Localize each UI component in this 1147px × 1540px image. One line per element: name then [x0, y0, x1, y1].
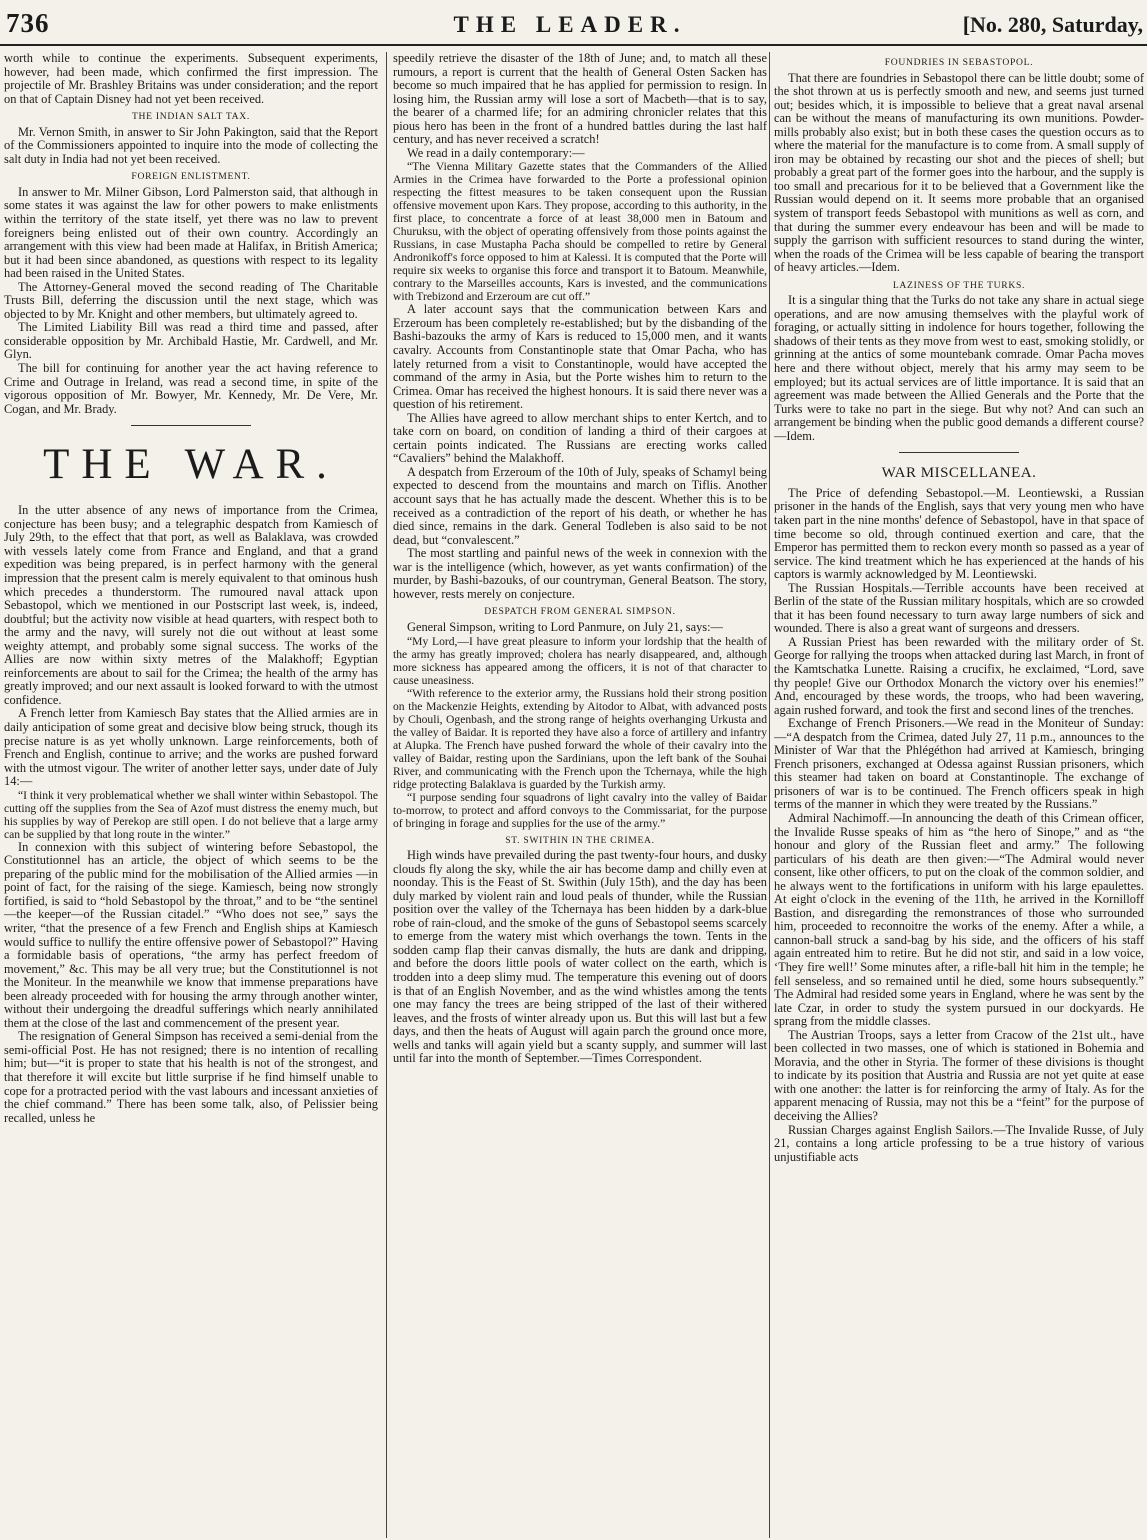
column-2 [393, 52, 767, 1538]
issue-info: [No. 280, Saturday, [962, 12, 1143, 37]
paragraph: Russian Charges against English Sailors.—The Invalide Russe, of July 21, contains a long article professing to be a true history of various unjustifiable acts [774, 1122, 1144, 1164]
paragraph: A Russian Priest has been rewarded with the military order of St. George for rallying the troops when attacked during last March, in front of the Kamtschatka Lunette. Raising a crucifix, he exclaimed, “Lord, save thy people! Give our Orthodox Monarch the victory over his enemies!” And, encouraged by these words, the troops, who had been wavering, again rushed forward, and took the first and second lines of the trenches. [774, 634, 1144, 717]
quote: “My Lord,—I have great pleasure to inform your lordship that the health of the army has greatly improved; cholera has nearly disappeared, and, although more sickness has appeared among the officers, it is not of that character to cause uneasiness. [393, 634, 767, 687]
section-heading-st-swithin: ST. SWITHIN IN THE CRIMEA. [505, 834, 655, 846]
section-heading-foundries: FOUNDRIES IN SEBASTOPOL. [884, 57, 1034, 68]
paragraph: A French letter from Kamiesch Bay states that the Allied armies are in daily anticipation of some great and decisive blow being struck, though its precise nature is as yet wholly unknown. Large reinforcements, both of French and English, continue to arrive; and the works are pushed forward with the utmost vigour. The writer of another letter says, under date of July 14:— [4, 706, 378, 789]
masthead-rule [0, 44, 1147, 46]
paragraph: High winds have prevailed during the past twenty-four hours, and dusky clouds fly along the sky, while the air has become damp and chilly even at noonday. This is the Feast of St. Swithin (July 15th), and the day has been duly marked by violent rain and loud peals of thunder, while the Russian position over the valley of the Tchernaya has been hidden by a dark-blue robe of rain-cloud, and the smoke of the guns of Sebastopol seems scarcely to emerge from the watery mist which overhangs the town. Tents in the sodden camp flap their canvas dismally, the huts are dank and dripping, and before the doors little pools of water collect on the earth, which is trodden into a deep slimy mud. The temperature this evening out of doors is that of an English November, and as the wind whistles among the tents one may fancy the trees are being stripped of the last of their withered leaves, and the frosts of winter already upon us. But this will last but a few days, and then the heats of August will again parch the ground once more, wells and tanks will again yield but a scanty supply, and summer will last until far into the month of September.—Times Correspondent. [393, 848, 767, 1066]
paragraph: A later account says that the communication between Kars and Erzeroum has been completely re-established; but by the disbanding of the Bashi-bazouks the army of Kars is reduced to 15,000 men, and it wants cavalry. Accounts from Constantinople state that Omar Pacha, who has lately returned from a visit to Constantinople, would have accepted the command of the army in Asia, but the Porte wishes him to return to the Crimea. Omar has received the highest honours. It is said there never was a question of his retirement. [393, 302, 767, 412]
paragraph: That there are foundries in Sebastopol there can be little doubt; some of the shot thrown at us is perfectly smooth and new, and seems just turned out; besides which, it is impossible to believe that a great naval arsenal can be without the means of manufacturing its own munitions. Powder-mills probably also exist; but in both these cases the question occurs as to where the material for the manufacture is to come from. A small supply of iron may be obtained by recasting our shot and the pieces of shell; but probably a great part of the former goes into the harbour, and the supply is too small and precarious for it to be believed that a Government like the Russian would depend on it. It seems more probable that an organised system of transport feeds Sebastopol with munitions as well as corn, and that during the summer every endeavour has been and will be made to supply the garrison with sufficient resources to stand during the winter, when the roads of the Crimea will be less capable of bearing the transport of heavy articles.—Idem. [774, 70, 1144, 275]
section-heading-salt-tax: THE INDIAN SALT TAX. [131, 111, 251, 123]
paragraph: In answer to Mr. Milner Gibson, Lord Palmerston said, that although in some states it was against the law for other powers to make enlistments within the territory of the state itself, yet there was no law to prevent foreigners being enlisted out of their own country. Accordingly an arrangement with this view had been made at Halifax, in British America; but it had been since abandoned, as questions with respect to its legality had been raised in the United States. [4, 184, 378, 281]
section-heading-laziness: LAZINESS OF THE TURKS. [892, 279, 1026, 291]
section-title-war-miscellanea: WAR MISCELLANEA. [881, 465, 1037, 482]
paragraph: The most startling and painful news of the week in connexion with the war is the intelligence (which, however, as yet wants confirmation) of the murder, by Bashi-bazouks, of our countryman, General Beatson. The story, however, rests merely on conjecture. [393, 546, 767, 601]
paragraph: Admiral Nachimoff.—In announcing the death of this Crimean officer, the Invalide Russe speaks of him as “the hero of Sinope,” and as “the honour and glory of the Russian fleet and army.” The following particulars of his death are then given:—“The Admiral would never consent, like other officers, to put on the cloak of the common soldier, and he always went to the fortifications in uniform with his large epaulettes. At eight o'clock in the evening of the 11th, he arrived in the Kornilloff Bastion, and disregarding the remonstrances of those who surrounded him, proceeded to reconnoitre the works of the enemy. After a while, a cannon-ball struck a sand-bag by his side, and the officers of his staff again entreated him to retire. But he did not stir, and said in a low voice, ‘They fire well!’ Some minutes after, a rifle-ball hit him in the temple; he fell senseless, and so remained until he died, some hours subsequently.” The Admiral had resided some years in England, where he was sent by the late Czar, in order to study the system pursued in our dockyards. He sprang from the middle classes. [774, 810, 1144, 1029]
column-divider-2 [769, 52, 770, 1538]
newspaper-title: THE LEADER. [453, 12, 687, 37]
page-number: 736 [6, 8, 50, 38]
paragraph: It is a singular thing that the Turks do not take any share in actual siege operations, and are now amusing themselves with the playful work of foraging, or actually sitting in indolence for hours together, following the shadows of their tents as they move from west to east, smoking stolidly, or grinning at the antics of some mountebank comrade. Omar Pacha moves here and there without object, merely that his army may seem to be employed; but its actual services are of little importance. It is said that an agreement was made between the Allied Generals and the Porte that the Turks were to take no part in the siege. But why not? And can such an arrangement be binding when the public good demands a different course?—Idem. [774, 293, 1144, 443]
section-rule [131, 425, 251, 426]
section-rule [899, 452, 1019, 453]
paragraph: The Limited Liability Bill was read a third time and passed, after considerable opposition by Mr. Archibald Hastie, Mr. Cardwell, and Mr. Glyn. [4, 320, 378, 362]
column-3 [774, 52, 1144, 1538]
quote: “I think it very problematical whether we shall winter within Sebastopol. The cutting off the supplies from the Sea of Azof must distress the enemy much, but his supplies by way of Perekop are still open. I do not believe that a large army can be supplied by that long route in the winter.” [4, 788, 378, 841]
masthead [0, 0, 1147, 52]
paragraph: worth while to continue the experiments. Subsequent experiments, however, had been made, which confirmed the first impression. The projectile of Mr. Brashley Britains was under consideration; and the report on that of Captain Disney had not yet been received. [4, 52, 378, 106]
paragraph: We read in a daily contemporary:— [407, 145, 585, 160]
paragraph: The bill for continuing for another year the act having reference to Crime and Outrage in Ireland, was read a second time, in spite of the vigorous opposition of Mr. Bowyer, Mr. Kennedy, Mr. De Vere, Mr. Cogan, and Mr. Brady. [4, 361, 378, 416]
section-heading-despatch: DESPATCH FROM GENERAL SIMPSON. [484, 606, 676, 618]
paragraph: In connexion with this subject of wintering before Sebastopol, the Constitutionnel has an article, the object of which seems to be the preparing of the public mind for the mobilisation of the Allied armies —in point of fact, for the raising of the siege. Kamiesch, being now strongly fortified, is said to “hold Sebastopol by the throat,” and to be “the sentinel—the keeper—of the Russian citadel.” “Who does not see,” says the writer, “that the presence of a few French and English ships at Kamiesch would suffice to nullify the entire offensive power of Sebastopol?” Having a formidable basis of operations, “the army has perfect freedom of movement,” &c. This may be all very true; but the Constitutionnel is not the Moniteur. In the meanwhile we know that immense preparations have been already proceeded with for housing the army through another winter, without their undergoing the dreadful sufferings which nearly annihilated them at the close of the last and commencement of the present year. [4, 839, 378, 1030]
paragraph: General Simpson, writing to Lord Panmure, on July 21, says:— [407, 619, 723, 634]
paragraph: The Allies have agreed to allow merchant ships to enter Kertch, and to take corn on board, on condition of landing a third of their cargoes at certain points indicated. The Russians are erecting works called “Cavaliers” behind the Malakhoff. [393, 410, 767, 466]
paragraph: The Austrian Troops, says a letter from Cracow of the 21st ult., have been collected in two masses, one of which is stationed in Bohemia and Moravia, and the other in Styria. The former of these divisions is thought to indicate by its position that Austria and Russia are not yet quite at ease with one another: the latter is for reinforcing the army of Italy. As for the apparent menacing of Russia, may not this be a “feint” for the purpose of deceiving the Allies? [774, 1027, 1144, 1124]
paragraph: The Price of defending Sebastopol.—M. Leontiewski, a Russian prisoner in the hands of the English, says that very young men who have taken part in the nine months' defence of Sebastopol, have in that space of time become so old, through continued exertion and care, that the Emperor has permitted them to reckon every month so passed as a year of service. The kind treatment which he has experienced at the hands of his captors is warmly acknowledged by M. Leontiewski. [774, 485, 1144, 582]
paragraph: Mr. Vernon Smith, in answer to Sir John Pakington, said that the Report of the Commissioners appointed to inquire into the mode of collecting the salt duty in India had not yet been received. [4, 124, 378, 166]
paragraph: A despatch from Erzeroum of the 10th of July, speaks of Schamyl being expected to descend from the mountains and march on Tiflis. Another account says that he has actually made the descent. Whether this is to be received as a contradiction of the report of his death, or whether he has died since, remains in the dark. General Todleben is also said to be not dead, but “convalescent.” [393, 464, 767, 547]
section-heading-foreign-enlistment: FOREIGN ENLISTMENT. [131, 171, 251, 183]
paragraph: The Russian Hospitals.—Terrible accounts have been received at Berlin of the state of the Russian military hospitals, which are so crowded that it has been found necessary to turn away large numbers of sick and wounded. There is also a great want of surgeons and dressers. [774, 580, 1144, 636]
paragraph: In the utter absence of any news of importance from the Crimea, conjecture has been busy; and a telegraphic despatch from Kamiesch of July 29th, to the effect that that port, as well as Balaklava, was crowded with vessels lately come from France and England, and that a grand expedition was being prepared, is in perfect harmony with the general impression that the present calm is merely equivalent to that ominous hush which precedes a thunderstorm. The rumoured naval attack upon Sebastopol, which we mentioned in our Postscript last week, is, indeed, doubtful; but the activity now visible at head quarters, with respect both to the army and the navy, will surely not die out without at least some weighty attempt, and probably some signal success. The works of the Allies are now within sixty metres of the Malakhoff; Egyptian reinforcements are about to sail for the Crimea; the health of the army has greatly improved; and our next assault is looked forward to with the utmost confidence. [4, 503, 378, 707]
quote: “I purpose sending four squadrons of light cavalry into the valley of Baidar to-morrow, to protect and afford convoys to the Commissariat, for the purpose of bringing in forage and supplies for the use of the army.” [393, 790, 767, 830]
quote: “With reference to the exterior army, the Russians hold their strong position on the Mackenzie Heights, extending by Aitodor to Albat, with advanced posts by Chouli, Ogenbash, and the strong range of heights overhanging Urkusta and the valley of Baidar. It is reported they have also a force of artillery and infantry at Alupka. The French have pushed forward the whole of their cavalry into the valley of Baidar, resting upon the Sardinians, upon the left bank of the Souhai River, and communicating with the French upon the Tchernaya, while the high ridge protecting Balaklava is guarded by the Turkish army. [393, 686, 767, 791]
paragraph: Exchange of French Prisoners.—We read in the Moniteur of Sunday:—“A despatch from the Crimea, dated July 27, 11 p.m., announces to the Minister of War that the Phlégéthon had arrived at Kamiesch, bringing French prisoners, exchanged at Odessa against Russian prisoners, which this steamer had taken on board at Constantinople. The exchange of prisoners of war is to be continued. The French officers speak in high terms of the manner in which they were treated by the Russians.” [774, 716, 1144, 812]
column-1 [4, 52, 378, 1538]
paragraph: The resignation of General Simpson has received a semi-denial from the semi-official Post. He has not resigned; there is no intention of recalling him; but—“it is proper to state that his health is not of the strongest, and that therefore it will excite but little surprise if he find himself unable to cope for a protracted period with the vast labours and incessant anxieties of the chief command.” There has been some talk, also, of Pelissier being recalled, unless he [4, 1029, 378, 1125]
quote: “The Vienna Military Gazette states that the Commanders of the Allied Armies in the Crimea have forwarded to the Porte a professional opinion respecting the fittest measures to be taken consequent upon the Russian offensive movement upon Kars. They propose, according to this authority, in the first place, to concentrate a force of at least 38,000 men in Batoum and Churuksu, with the object of operating offensively from those points against the Russians, in case Mustapha Pacha should be compelled to retire by General Andronikoff's force opposed to him at Kalessi. It is computed that the Porte will require six weeks to organise this force and transport it to Batoum. Meanwhile, contrary to the Marseilles accounts, Kars is invested, and the communications with Trebizond and Erzeroum are cut off.” [393, 160, 767, 304]
paragraph: The Attorney-General moved the second reading of The Charitable Trusts Bill, deferring the discussion until the next stage, which was objected to by Mr. Knight and other members, but ultimately agreed to. [4, 279, 378, 321]
section-title-the-war: THE WAR. [43, 441, 339, 489]
paragraph: speedily retrieve the disaster of the 18th of June; and, to match all these rumours, a report is current that the health of General Osten Sacken has become so much impaired that he has applied for permission to resign. In losing him, the Russian army will lose a sort of Macbeth—that is to say, the bearer of a charmed life; for an admiring chronicler relates that this pious hero has been in the front of a hundred battles during the last half century, and has never received a scratch! [393, 52, 767, 147]
column-divider-1 [386, 52, 387, 1538]
